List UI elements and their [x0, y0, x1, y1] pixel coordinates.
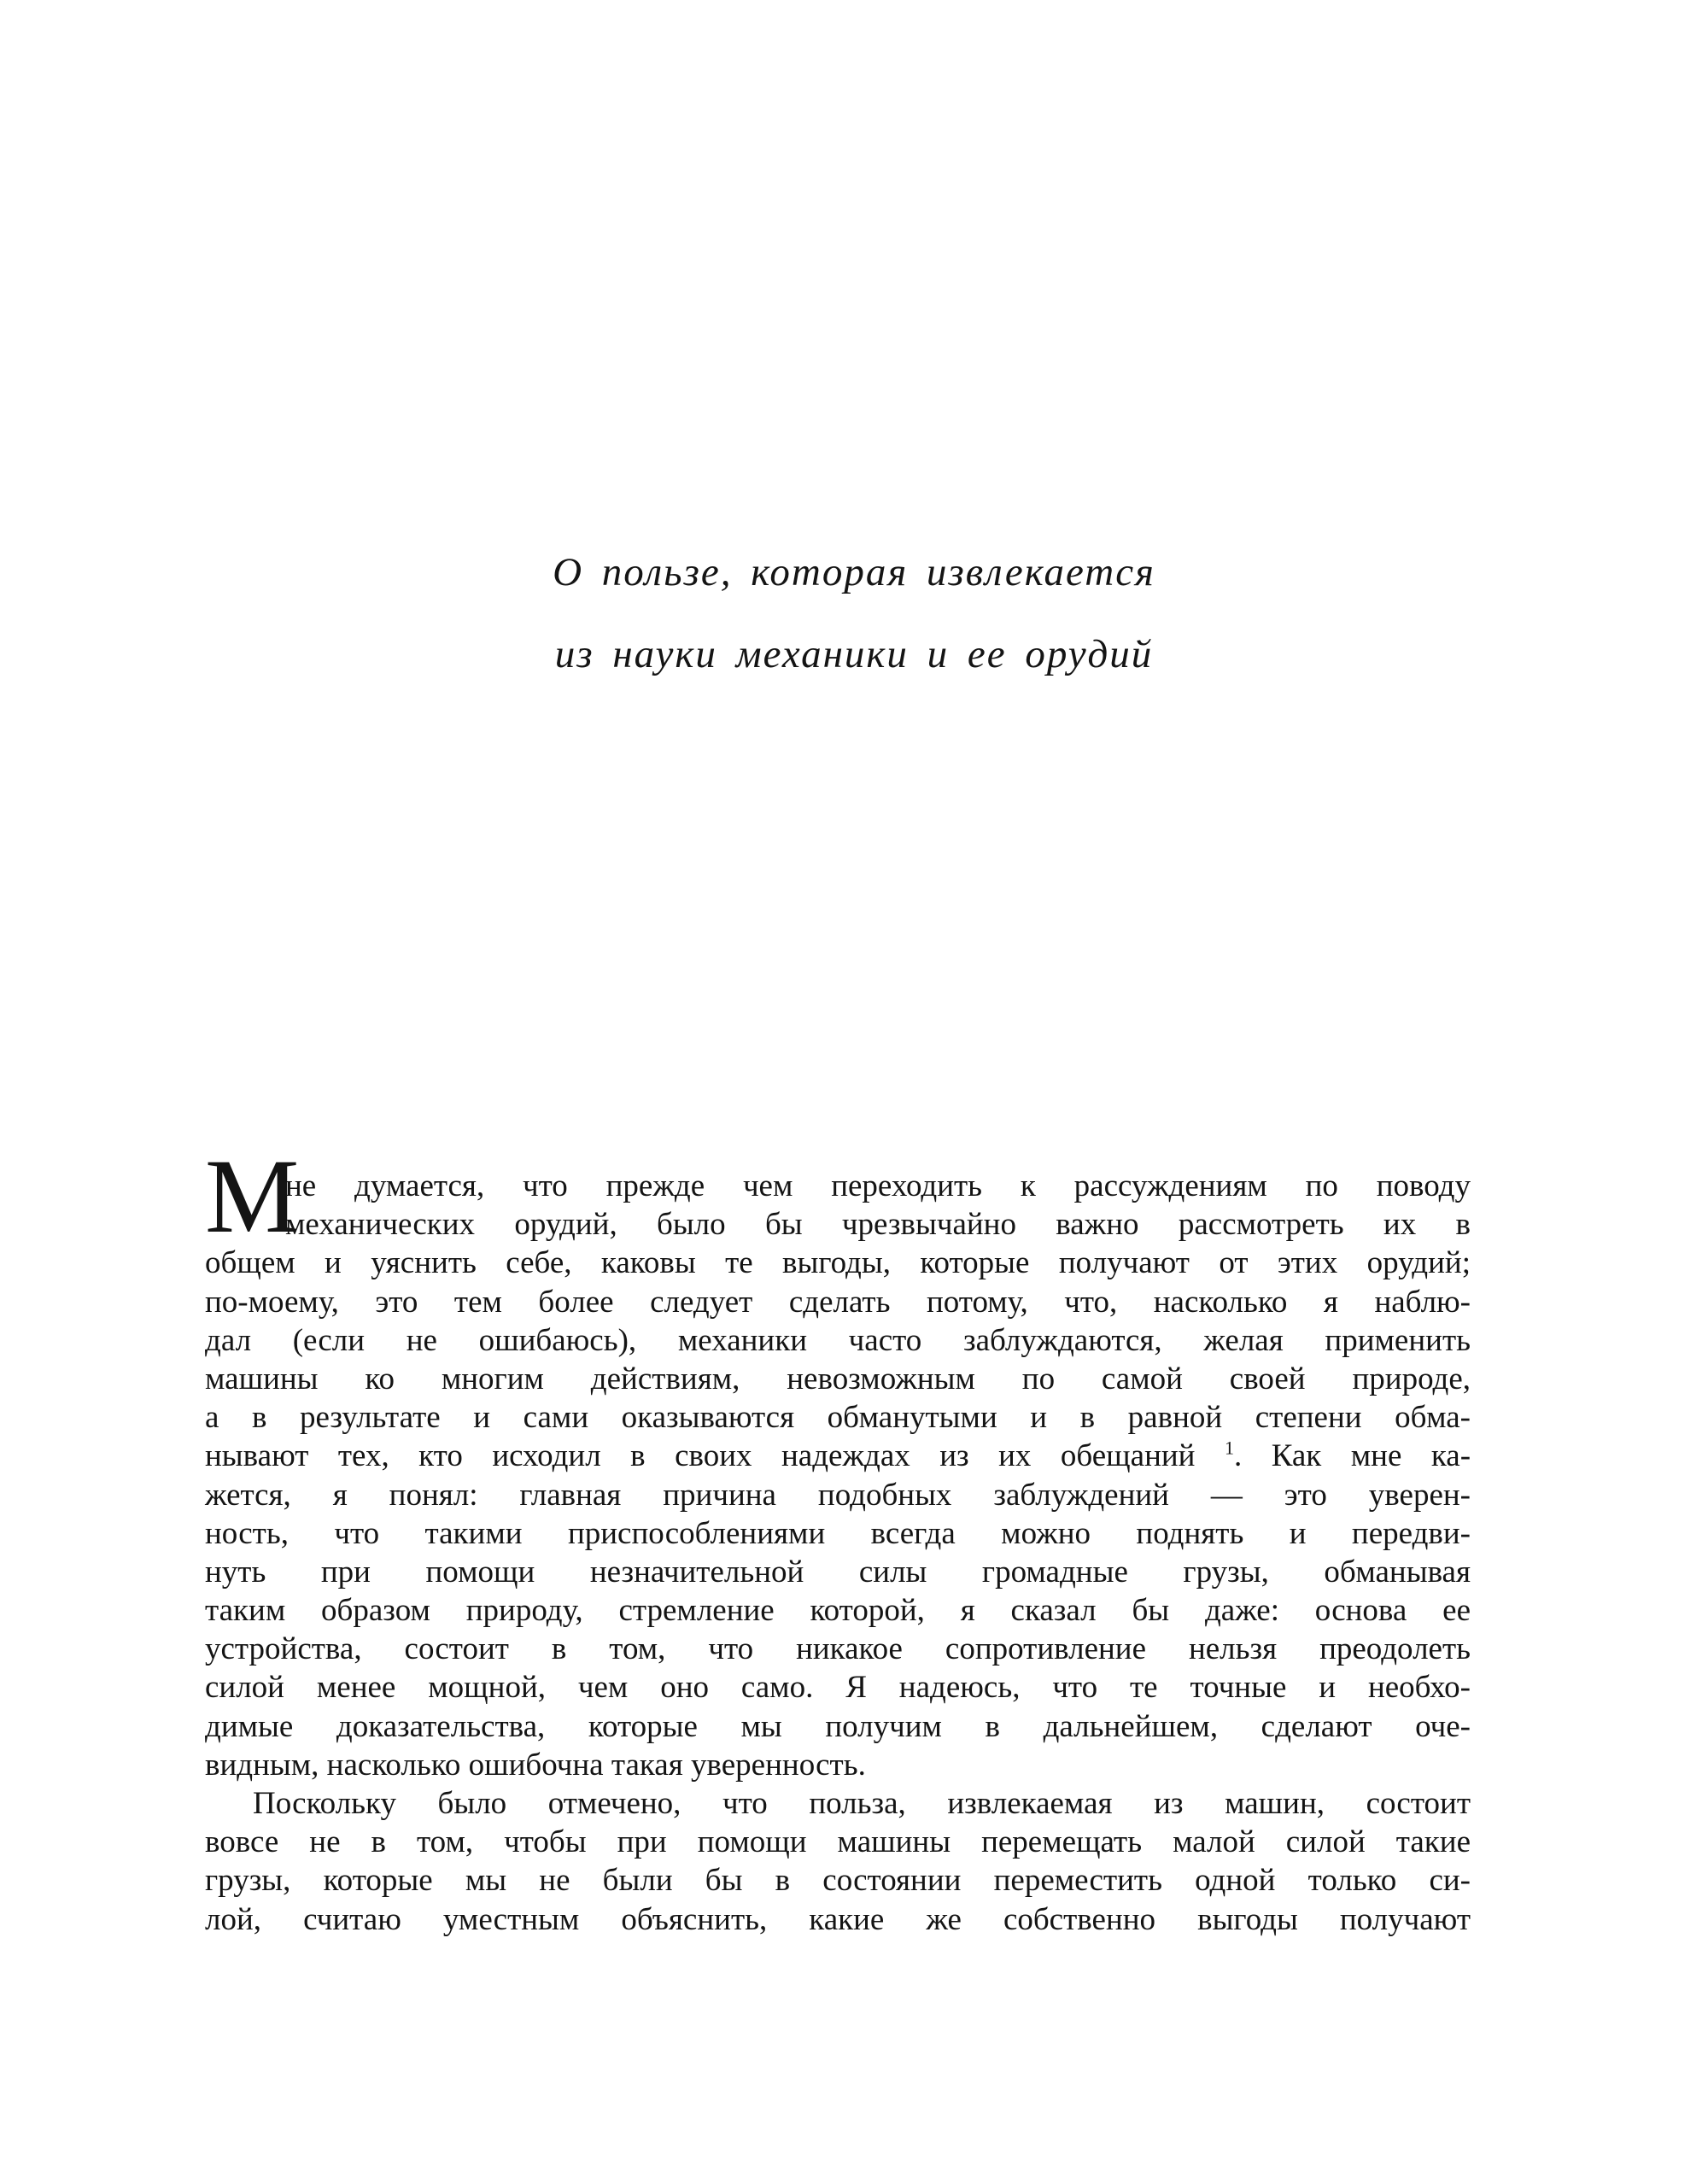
- text-line: устройства, состоит в том, что никакое сопротивление нельзя преодолеть: [205, 1631, 1471, 1667]
- text-line: по-моему, это тем более следует сделать потому, что, насколько я наблю-: [205, 1284, 1471, 1320]
- text-fragment: нывают тех, кто исходил в своих надеждах из их обещаний: [205, 1438, 1196, 1474]
- drop-cap-letter: М: [205, 1138, 300, 1255]
- text-fragment: . Как мне ка-: [1233, 1438, 1471, 1474]
- paragraph-1: [205, 1167, 1471, 1784]
- text-line: вовсе не в том, чтобы при помощи машины перемещать малой силой такие: [205, 1824, 1471, 1860]
- chapter-title: [0, 531, 1708, 695]
- text-line: ность, что такими приспособлениями всегда можно поднять и передви-: [205, 1515, 1471, 1551]
- text-line: нуть при помощи незначительной силы громадные грузы, обманывая: [205, 1554, 1471, 1590]
- text-line: видным, насколько ошибочна такая уверенность.: [205, 1747, 866, 1783]
- text-line: а в результате и сами оказываются обманутыми и в равной степени обма-: [205, 1400, 1471, 1436]
- text-line: механических орудий, было бы чрезвычайно важно рассмотреть их в: [285, 1207, 1471, 1243]
- paragraph-2: [205, 1784, 1471, 1939]
- text-line: таким образом природу, стремление которой, я сказал бы даже: основа ее: [205, 1593, 1471, 1629]
- text-line: грузы, которые мы не были бы в состоянии переместить одной только си-: [205, 1863, 1471, 1899]
- text-line: Поскольку было отмечено, что польза, извлекаемая из машин, состоит: [253, 1786, 1471, 1821]
- chapter-title-line-1: О пользе, которая извлекается: [553, 550, 1155, 594]
- text-line: силой менее мощной, чем оно само. Я надеюсь, что те точные и необхо-: [205, 1670, 1471, 1706]
- footnote-marker: 1: [1224, 1437, 1234, 1459]
- text-line: дал (если не ошибаюсь), механики часто заблуждаются, желая применить: [205, 1322, 1471, 1358]
- text-line: общем и уяснить себе, каковы те выгоды, которые получают от этих орудий;: [205, 1245, 1471, 1281]
- text-line: лой, считаю уместным объяснить, какие же собственно выгоды получают: [205, 1901, 1471, 1937]
- text-line: машины ко многим действиям, невозможным по самой своей природе,: [205, 1361, 1471, 1396]
- body-text: [205, 1167, 1471, 1939]
- chapter-title-line-2: из науки механики и ее орудий: [554, 632, 1154, 676]
- text-line: димые доказательства, которые мы получим в дальнейшем, сделают оче-: [205, 1708, 1471, 1744]
- text-line-with-footnote: [205, 1437, 1471, 1475]
- text-line: не думается, что прежде чем переходить к рассуждениям по поводу: [285, 1168, 1471, 1203]
- text-line: жется, я понял: главная причина подобных заблуждений — это уверен-: [205, 1477, 1471, 1513]
